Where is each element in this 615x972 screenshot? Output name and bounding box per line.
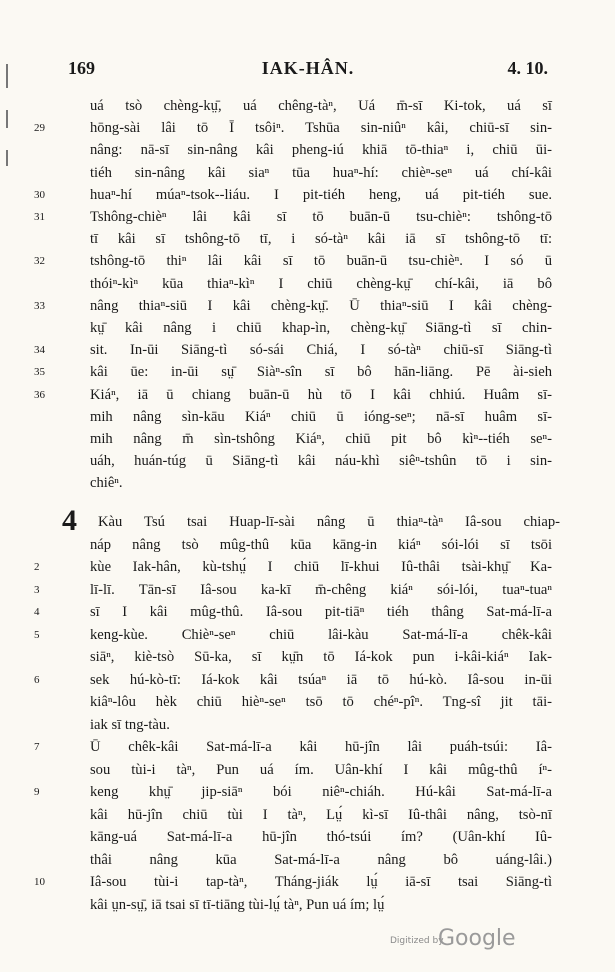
text-line: [0, 162, 615, 184]
text-line: [0, 736, 615, 758]
verse-number: 7: [34, 741, 40, 753]
running-title: IAK-HÂN.: [261, 58, 355, 78]
line-text: thâi nâng kūa Sat-má-lī-a nâng bô uáng-lâi.): [90, 851, 552, 868]
line-text: nâng: nā-sī sin-nâng kâi pheng-iú khiā tō-thiaⁿ i, chiū ūi-: [90, 142, 552, 159]
text-line: [0, 669, 615, 691]
text-line: [0, 579, 615, 601]
line-text: tshông-tō thiⁿ lâi kâi sī tō buān-ū tsu-chièⁿ. I só ū: [90, 253, 552, 270]
line-text: uáh, huán-túg ū Siāng-tì kâi náu-khì siêⁿ-tshûn tō i sin-: [90, 453, 552, 470]
verse-number: 30: [34, 188, 45, 201]
margin-mark: [6, 64, 8, 88]
text-line: [0, 624, 615, 646]
line-text: mih nâng m̄ sìn-tshông Kiáⁿ, chiū pit bô kìⁿ--tiéh seⁿ-: [90, 431, 552, 447]
line-text: sou tùi-i tàⁿ, Pun uá ím. Uân-khí I kâi mûg-thû íⁿ-: [90, 761, 552, 778]
text-line: [0, 601, 615, 623]
line-text: iak sī tng-tàu.: [90, 716, 170, 733]
line-text: kâi hū-jîn chiū tùi I tàⁿ, Lṳ́ kì-sī Iû-thâi nâng, tsò-nī: [90, 806, 552, 823]
verse-number: 3: [34, 583, 40, 596]
verse-number: 32: [34, 255, 45, 268]
line-text: Kiáⁿ, iā ū chiang buān-ū hù tō I kâi chhiú. Huâm sī-: [90, 386, 552, 403]
line-text: siāⁿ, kiè-tsò Sū-ka, sī kṳ̄n tō Iá-kok pun i-kâi-kiáⁿ Iak-: [90, 649, 552, 665]
line-text: huaⁿ-hí múaⁿ-tsok--liáu. I pit-tiéh heng, uá pit-tiéh sue.: [90, 186, 552, 203]
line-text: nâng thiaⁿ-siū I kâi chèng-kṳ̄. Ū thiaⁿ-siū I kâi chèng-: [90, 297, 552, 314]
line-text: lī-lī. Tān-sī Iâ-sou ka-kī m̄-chêng kiáⁿ sói-lói, tuaⁿ-tuaⁿ: [90, 581, 552, 598]
text-line: [0, 826, 615, 848]
line-text: kâi ṳn-sṳ̄, iā tsai sī tī-tiāng tùi-lṳ́ tàⁿ, Pun uá ím; lṳ́: [90, 896, 385, 913]
text-line: [0, 428, 615, 450]
verse-number: 2: [34, 561, 40, 573]
verse-number: 5: [34, 628, 40, 641]
line-text: kùe Iak-hân, kù-tshṳ́ I chiū lī-khui Iû-thâi tsài-khṳ̄ Ka-: [90, 559, 552, 575]
text-line: [0, 273, 615, 295]
text-line: [0, 406, 615, 428]
text-line: [0, 646, 615, 668]
text-line: [0, 384, 615, 406]
text-line: [0, 556, 615, 578]
line-text: sek hú-kò-tī: Iá-kok kâi tsúaⁿ iā tō hú-kò. Iâ-sou in-ūi: [90, 671, 552, 688]
text-line: [0, 317, 615, 339]
verse-number: 6: [34, 673, 40, 686]
verse-number: 31: [34, 211, 45, 223]
verse-number: 4: [34, 606, 40, 618]
text-line: [0, 691, 615, 713]
text-line: [0, 339, 615, 361]
digitized-label: Digitized by: [390, 936, 444, 946]
chapter-number: 4: [62, 504, 77, 537]
line-text: Ū chêk-kâi Sat-má-lī-a kâi hū-jîn lâi puáh-tsúi: Iâ-: [90, 739, 552, 755]
line-text: keng-kùe. Chièⁿ-seⁿ chiū lâi-kàu Sat-má-lī-a chêk-kâi: [90, 626, 552, 643]
google-logo: Google: [438, 926, 516, 951]
line-text: náp nâng tsò mûg-thû kūa kāng-in kiáⁿ sói-lói sī tsōi: [90, 536, 552, 553]
line-text: chiêⁿ.: [90, 475, 123, 492]
text-line: [0, 759, 615, 781]
text-line: [0, 228, 615, 250]
verse-number: 9: [34, 786, 40, 798]
text-line: [0, 849, 615, 871]
text-line: [0, 450, 615, 472]
verse-number: 35: [34, 366, 45, 379]
digitized-watermark: [390, 926, 570, 952]
page-number: 169: [68, 58, 95, 78]
line-text: sit. In-ūi Siāng-tì só-sái Chiá, I só-tàⁿ chiū-sī Siāng-tì: [90, 342, 552, 359]
line-text: Iâ-sou tùi-i tap-tàⁿ, Tháng-jiák lṳ́ iā-sī tsai Siāng-tì: [90, 874, 552, 890]
text-line: [0, 117, 615, 139]
text-line: [0, 894, 615, 916]
verse-number: 34: [34, 344, 45, 357]
text-line: [0, 871, 615, 893]
line-text: Kàu Tsú tsai Huap-lī-sài nâng ū thiaⁿ-tàⁿ Iâ-sou chiap-: [98, 514, 560, 530]
line-text: kṳ̄ kâi nâng i chiū khap-ìn, chèng-kṳ̄ Siāng-tì sī chin-: [90, 320, 552, 336]
line-text: thóiⁿ-kìⁿ kūa thiaⁿ-kìⁿ I chiū chèng-kṳ̄ chí-kâi, iā bô: [90, 275, 552, 292]
line-text: mih nâng sìn-kāu Kiáⁿ chiū ū ióng-seⁿ; nā-sī huâm sī-: [90, 408, 552, 425]
line-text: kiâⁿ-lôu hèk chiū hièⁿ-seⁿ tsō tō chéⁿ-pîⁿ. Tng-sî jit tāi-: [90, 694, 552, 710]
line-text: tiéh sin-nâng kâi siaⁿ tūa huaⁿ-hí: chièⁿ-seⁿ uá chí-kâi: [90, 164, 552, 181]
text-line: [0, 184, 615, 206]
line-text: hōng-sài lâi tō Ī tsôiⁿ. Tshūa sin-niûⁿ kâi, chiū-sī sin-: [90, 120, 552, 137]
text-line: [0, 295, 615, 317]
text-line: [0, 139, 615, 161]
line-text: keng khṳ̄ jip-siāⁿ bói niêⁿ-chiáh. Hú-kâi Sat-má-lī-a: [90, 784, 552, 800]
chapter-verse-reference: 4. 10.: [507, 58, 548, 78]
text-line: [0, 250, 615, 272]
line-text: tī kâi sī tshông-tō tī, i só-tàⁿ kâi iā sī tshông-tō tī:: [90, 231, 552, 248]
line-text: kāng-uá Sat-má-lī-a hū-jîn thó-tsúi ím? (Uân-khí Iû-: [90, 829, 552, 845]
verse-number: 36: [34, 388, 45, 401]
text-line: [0, 511, 615, 533]
text-line: [0, 206, 615, 228]
line-text: kâi ūe: in-ūi sṳ̄ Siàⁿ-sîn sī bô hān-liāng. Pē ài-sieh: [90, 364, 552, 381]
verse-number: 29: [34, 122, 45, 135]
line-text: Tshông-chièⁿ lâi kâi sī tō buān-ū tsu-chièⁿ: tshông-tō: [90, 209, 552, 225]
verse-number: 10: [34, 876, 45, 888]
text-line: [0, 534, 615, 556]
page-header: [68, 58, 548, 82]
line-text: sī I kâi mûg-thû. Iâ-sou pit-tiāⁿ tiéh thâng Sat-má-lī-a: [90, 604, 552, 620]
text-line: [0, 95, 615, 117]
verse-number: 33: [34, 299, 45, 312]
text-line: [0, 472, 615, 494]
text-line: [0, 714, 615, 736]
text-line: [0, 361, 615, 383]
text-line: [0, 804, 615, 826]
line-text: uá tsò chèng-kṳ̄, uá chêng-tàⁿ, Uá m̄-sī Ki-tok, uá sī: [90, 98, 552, 114]
text-line: [0, 781, 615, 803]
